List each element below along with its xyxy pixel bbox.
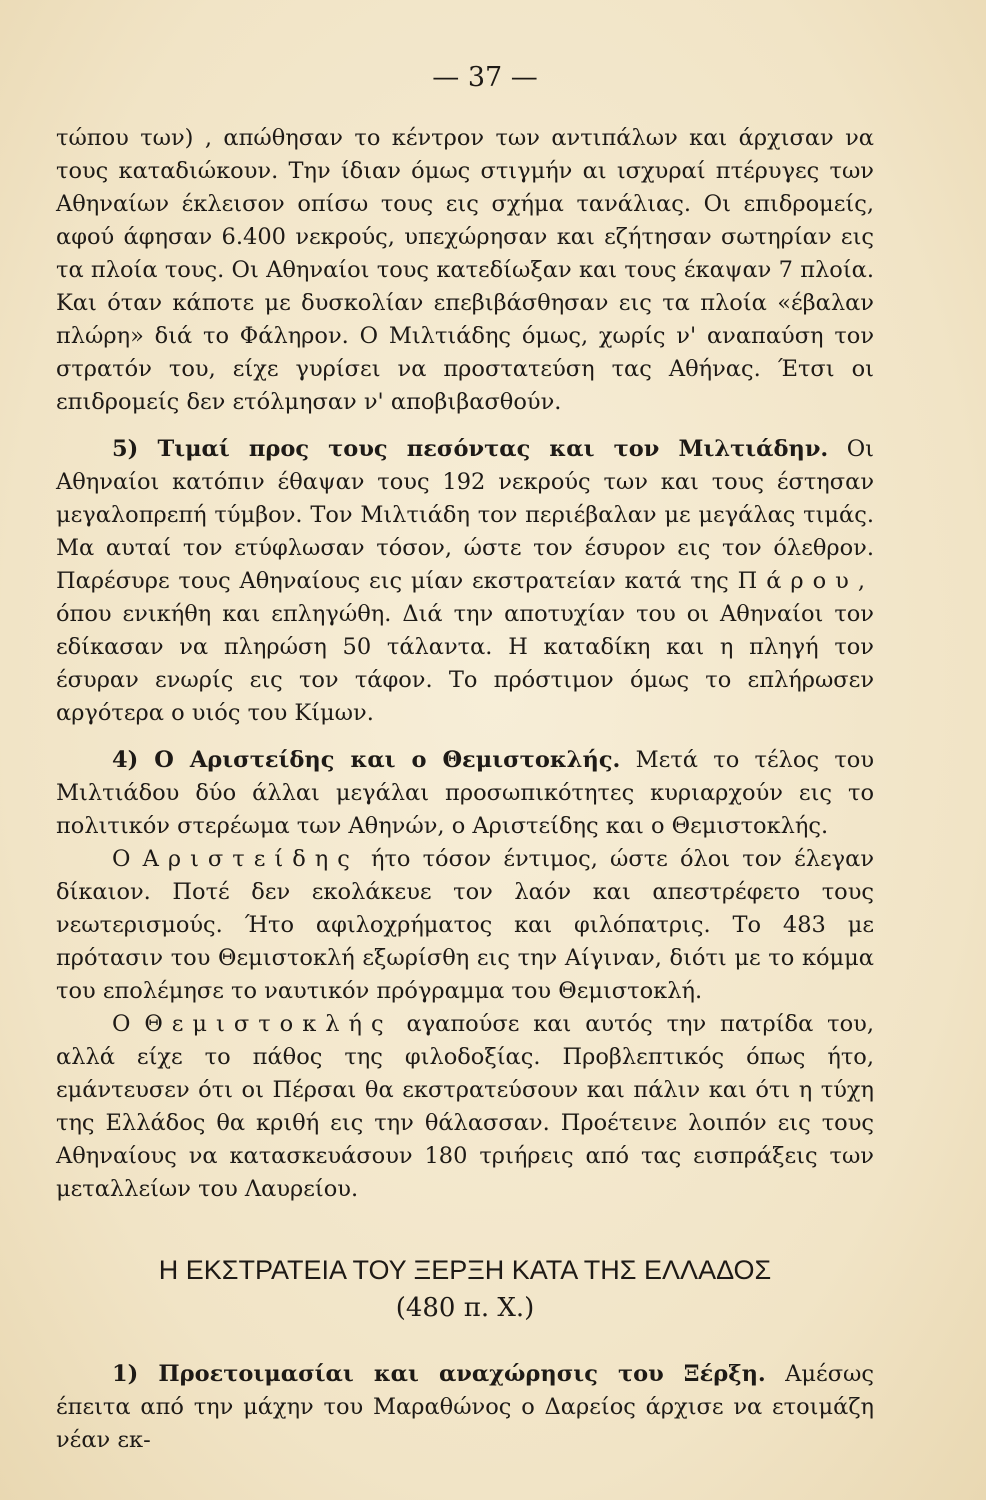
paragraph-aristides-themistocles — [56, 744, 874, 843]
paragraph-aristides — [56, 843, 874, 1008]
text-themistocles-body: αγαπούσε και αυτός την πατρίδα του, αλλά είχε το πάθος της φιλοδοξίας. Προβλεπτικός όπως ήτο, εμάντευσεν ότι οι Πέρσαι θα εκστρατεύσουν και πάλιν και ότι η τύχη της Ελλάδος θα κριθή εις την θάλασσαν. Προέτεινε λοιπόν εις τους Αθηναίους να κατασκευάσουν 180 τριήρεις από τας εισπράξεις των μεταλλείων του Λαυρείου. — [56, 1011, 874, 1202]
page-number: — 37 — — [432, 62, 538, 93]
heading-honors-miltiades: 5) Τιμαί προς τους πεσόντας και τον Μιλτιάδην. — [112, 436, 829, 462]
text-aristides-spaced: Αριστείδης — [142, 846, 359, 872]
section-subtitle: (480 π. Χ.) — [395, 1293, 535, 1323]
paragraph-marathon-battle: τώπου των) , απώθησαν το κέντρον των αντιπάλων και άρχισαν να τους καταδιώκουν. Την ίδιαν όμως στιγμήν αι ισχυραί πτέρυγες των Αθηναίων έκλεισον οπίσω τους εις σχήμα τανάλιας. Οι επιδρομείς, αφού άφησαν 6.400 νεκρούς, υπεχώρησαν και εζήτησαν σωτηρίαν εις τα πλοία τους. Οι Αθηναίοι τους κατεδίωξαν και τους έκαψαν 7 πλοία. Και όταν κάποτε με δυσκολίαν επεβιβάσθησαν εις τα πλοία «έβαλαν πλώρη» διά το Φάληρον. Ο Μιλτιάδης όμως, χωρίς ν' αναπαύση τον στρατόν του, είχε γυρίσει να προστατεύση τας Αθήνας. Έτσι οι επιδρομείς δεν ετόλμησαν ν' αποβιβασθούν. — [56, 125, 874, 415]
text-honors-tail: όπου ενικήθη και επληγώθη. Διά την αποτυχίαν του οι Αθηναίοι τον εδίκασαν να πληρώση 50 τάλαντα. Η καταδίκη και η πληγή τον έσυραν ενωρίς εις τον τάφον. Το πρόστιμον όμως το επλήρωσεν αργότερα ο υιός του Κίμων. — [56, 601, 874, 726]
section-title: Η ΕΚΣΤΡΑΤΕΙΑ ΤΟΥ ΞΕΡΞΗ ΚΑΤΑ ΤΗΣ ΕΛΛΑΔΟΣ — [158, 1255, 772, 1285]
text-aristides-lead: Ο — [112, 846, 143, 872]
text-aristides-themistocles-body: Μετά το τέλος του Μιλτιάδου δύο άλλαι μεγάλαι προσωπικότητες κυριαρχούν εις το πολιτικόν στερέωμα των Αθηνών, ο Αριστείδης και ο Θεμιστοκλής. — [56, 747, 874, 839]
text-themistocles-lead: Ο — [112, 1011, 145, 1037]
text-honors-body: Οι Αθηναίοι κατόπιν έθαψαν τους 192 νεκρούς των και τους έστησαν μεγαλοπρεπή τύμβον. Τον Μιλτιάδη τον περιέβαλαν με μεγάλας τιμάς. Μα αυταί τον ετύφλωσαν τόσον, ώστε τον έσυρον εις τον όλεθρον. Παρέσυρε τους Αθηναίους εις μίαν εκστρατείαν κατά της — [56, 436, 874, 594]
text-themistocles-spaced: Θεμιστοκλής — [144, 1011, 393, 1037]
text-aristides-body: ήτο τόσον έντιμος, ώστε όλοι τον έλεγαν δίκαιον. Ποτέ δεν εκολάκευε τον λαόν και απεστρέφετο τους νεωτερισμούς. Ήτο αφιλοχρήματος και φιλόπατρις. Το 483 με πρότασιν του Θεμιστοκλή εξωρίσθη εις την Αίγιναν, διότι με το κόμμα του επολέμησε το ναυτικόν πρόγραμμα του Θεμιστοκλή. — [56, 846, 874, 1004]
paragraph-xerxes-preparations — [56, 1358, 874, 1457]
paragraph-themistocles — [56, 1008, 874, 1206]
heading-xerxes-preparations: 1) Προετοιμασίαι και αναχώρησις του Ξέρξη. — [112, 1361, 766, 1387]
heading-aristides-themistocles: 4) Ο Αριστείδης και ο Θεμιστοκλής. — [112, 747, 621, 773]
paragraph-honors-miltiades — [56, 433, 874, 730]
text-xerxes-body: Αμέσως έπειτα από την μάχην του Μαραθώνος ο Δαρείος άρχισε να ετοιμάζη νέαν εκ- — [56, 1361, 874, 1453]
text-paros-spaced: Πάρου, — [737, 568, 874, 594]
